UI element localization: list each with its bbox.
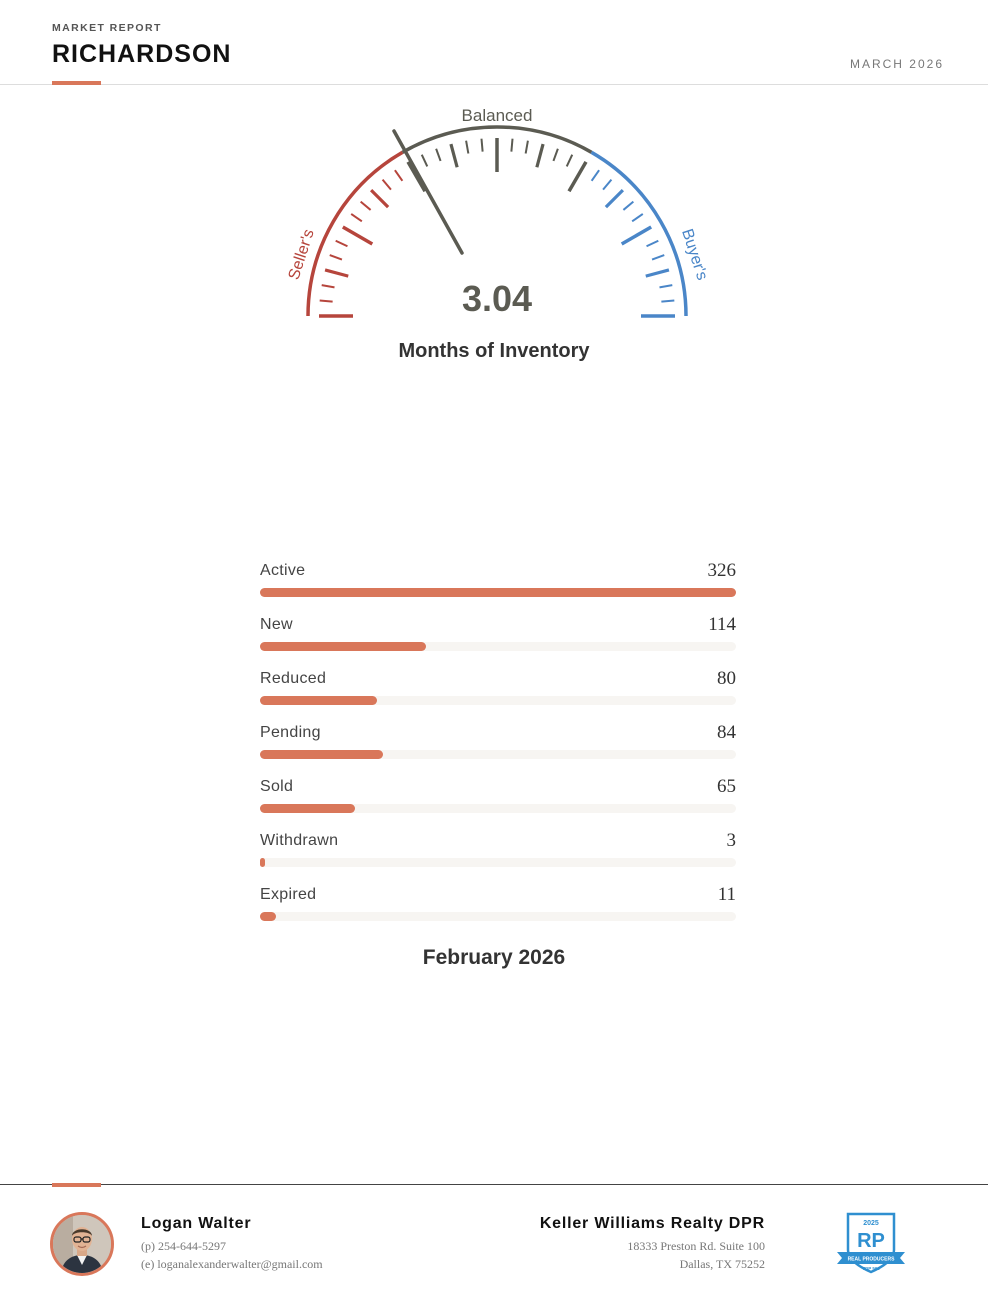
gauge-tick <box>408 162 425 191</box>
bar-fill <box>260 858 265 867</box>
inventory-bar-list <box>260 558 736 936</box>
bar-track <box>260 912 736 921</box>
gauge-tick <box>351 214 362 221</box>
gauge-tick <box>336 241 348 246</box>
brokerage-address-line2: Dallas, TX 75252 <box>679 1257 765 1271</box>
gauge-tick <box>661 300 674 301</box>
gauge-tick <box>481 139 482 152</box>
gauge-tick <box>622 227 651 244</box>
gauge-tick <box>511 139 512 152</box>
bar-value: 11 <box>717 884 736 905</box>
gauge-tick <box>646 270 669 276</box>
gauge-tick <box>330 255 342 259</box>
gauge-tick <box>436 149 440 161</box>
gauge-tick <box>659 285 672 287</box>
bar-label: Reduced <box>260 670 327 687</box>
gauge-label-buyers: Buyer's <box>678 226 711 283</box>
bars-period-caption: February 2026 <box>422 946 566 969</box>
bar-value: 114 <box>708 614 736 635</box>
footer-divider <box>0 1184 988 1185</box>
gauge-tick <box>361 202 371 210</box>
bar-fill <box>260 588 736 597</box>
brokerage-name: Keller Williams Realty DPR <box>539 1215 765 1232</box>
gauge-title: Months of Inventory <box>398 340 590 362</box>
bar-label: Pending <box>260 724 321 741</box>
inventory-row-sold <box>260 774 736 828</box>
agent-email[interactable]: (e) loganalexanderwalter@gmail.com <box>141 1257 323 1271</box>
badge-mark: RP <box>857 1230 885 1252</box>
gauge-tick <box>603 180 611 190</box>
report-date: MARCH 2026 <box>849 57 944 71</box>
inventory-row-reduced <box>260 666 736 720</box>
bar-value: 3 <box>726 830 736 851</box>
gauge-tick <box>451 144 457 167</box>
gauge-tick <box>383 180 391 190</box>
gauge-tick <box>526 141 528 154</box>
bar-track <box>260 642 736 651</box>
page-title: RICHARDSON <box>52 40 232 68</box>
bar-fill <box>260 642 426 651</box>
gauge-tick <box>395 170 402 181</box>
inventory-row-new <box>260 612 736 666</box>
bar-label: Sold <box>260 778 294 795</box>
footer-accent <box>52 1183 101 1187</box>
real-producers-badge-icon <box>836 1210 906 1276</box>
agent-photo-icon <box>53 1215 111 1273</box>
bar-label: Withdrawn <box>260 832 339 849</box>
agent-name: Logan Walter <box>141 1215 252 1232</box>
gauge-tick <box>632 214 643 221</box>
gauge-value: 3.04 <box>461 278 533 319</box>
inventory-row-withdrawn <box>260 828 736 882</box>
gauge-tick <box>320 300 333 301</box>
bar-label: New <box>260 616 293 633</box>
gauge-tick <box>325 270 348 276</box>
bar-value: 326 <box>707 560 736 581</box>
gauge-tick <box>422 155 427 167</box>
inventory-row-expired <box>260 882 736 936</box>
bar-label: Expired <box>260 886 317 903</box>
brokerage-address-line1: 18333 Preston Rd. Suite 100 <box>627 1239 765 1253</box>
bar-track <box>260 750 736 759</box>
gauge-tick <box>623 202 633 210</box>
bar-value: 65 <box>717 776 736 797</box>
gauge-tick <box>371 190 388 207</box>
gauge-tick <box>466 141 468 154</box>
badge-line2: TOP 500 <box>862 1266 880 1271</box>
gauge-tick <box>652 255 664 259</box>
gauge-tick <box>606 190 623 207</box>
bar-track <box>260 858 736 867</box>
bar-fill <box>260 696 377 705</box>
agent-avatar <box>50 1212 114 1276</box>
inventory-row-active <box>260 558 736 612</box>
bar-track <box>260 588 736 597</box>
report-label: MARKET REPORT <box>52 22 162 34</box>
agent-phone[interactable]: (p) 254-644-5297 <box>141 1239 226 1253</box>
gauge-tick <box>322 285 335 287</box>
gauge-tick <box>647 241 659 246</box>
badge-line1: REAL PRODUCERS <box>847 1256 895 1263</box>
badge-year: 2025 <box>863 1220 879 1227</box>
gauge-tick <box>569 162 586 191</box>
bar-fill <box>260 750 383 759</box>
bar-track <box>260 696 736 705</box>
gauge-label-sellers: Seller's <box>285 227 318 282</box>
inventory-row-pending <box>260 720 736 774</box>
bar-value: 84 <box>717 722 736 743</box>
gauge-tick <box>553 149 557 161</box>
bar-track <box>260 804 736 813</box>
gauge-label-balanced: Balanced <box>461 106 533 125</box>
bar-label: Active <box>260 562 306 579</box>
gauge-tick <box>537 144 543 167</box>
gauge-tick <box>343 227 372 244</box>
gauge-tick <box>592 170 599 181</box>
bar-fill <box>260 912 276 921</box>
bar-value: 80 <box>717 668 736 689</box>
gauge-tick <box>567 155 572 167</box>
bar-fill <box>260 804 355 813</box>
